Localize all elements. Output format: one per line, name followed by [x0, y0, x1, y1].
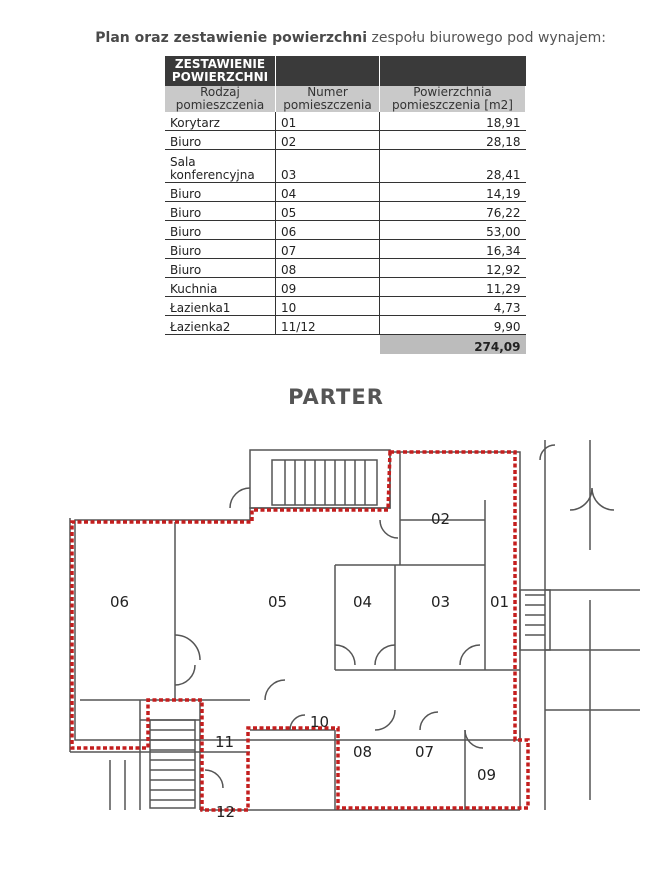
room-labels — [110, 510, 509, 821]
table-total-row — [165, 335, 526, 355]
table-row: Biuro 05 76,22 — [165, 202, 526, 221]
room-label-11: 11 — [215, 733, 235, 751]
table-header-row — [165, 86, 526, 112]
page-heading — [0, 30, 606, 46]
total-area: 274,09 — [380, 335, 526, 355]
heading-rest: zespołu biurowego pod wynajem: — [367, 30, 606, 46]
col-header-number: Numer pomieszczenia — [276, 86, 380, 112]
room-label-05: 05 — [268, 593, 288, 611]
table-row: Biuro 04 14,19 — [165, 183, 526, 202]
table-row: Biuro 06 53,00 — [165, 221, 526, 240]
table-row: Łazienka2 11/12 9,90 — [165, 316, 526, 335]
table-title: ZESTAWIENIE POWIERZCHNI — [165, 56, 276, 86]
room-label-08: 08 — [353, 743, 373, 761]
table-row: Sala konferencyjna 03 28,41 — [165, 150, 526, 183]
floor-title: PARTER — [288, 385, 384, 409]
table-row: Kuchnia 09 11,29 — [165, 278, 526, 297]
heading-bold: Plan oraz zestawienie powierzchni — [95, 30, 368, 46]
room-label-07: 07 — [415, 743, 435, 761]
floor-plan — [0, 430, 672, 830]
room-label-09: 09 — [477, 766, 497, 784]
area-table — [165, 56, 526, 354]
table-row: Korytarz 01 18,91 — [165, 112, 526, 131]
table-row: Łazienka1 10 4,73 — [165, 297, 526, 316]
room-label-03: 03 — [431, 593, 451, 611]
room-label-10: 10 — [310, 713, 330, 731]
room-label-01: 01 — [490, 593, 510, 611]
room-label-02: 02 — [431, 510, 451, 528]
table-row: Biuro 07 16,34 — [165, 240, 526, 259]
table-row: Biuro 08 12,92 — [165, 259, 526, 278]
room-label-06: 06 — [110, 593, 130, 611]
room-label-04: 04 — [353, 593, 373, 611]
room-label-12: 12 — [216, 803, 236, 821]
col-header-area: Powierzchnia pomieszczenia [m2] — [380, 86, 526, 112]
table-title-row — [165, 56, 526, 86]
table-row: Biuro 02 28,18 — [165, 131, 526, 150]
col-header-type: Rodzaj pomieszczenia — [165, 86, 276, 112]
